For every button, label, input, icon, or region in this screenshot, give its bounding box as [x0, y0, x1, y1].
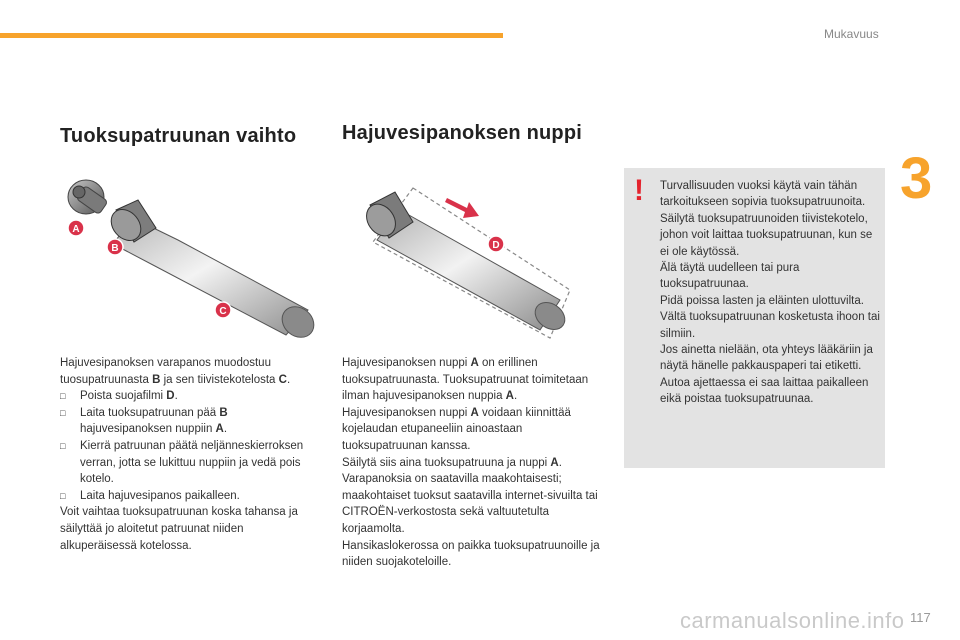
- knob-paragraph: Hansikaslokerossa on paikka tuoksupatruunoille ja niiden suojakoteloille.: [342, 539, 600, 569]
- knob-illustration: [355, 180, 585, 345]
- step-item: □ Poista suojafilmi D.: [60, 388, 315, 405]
- chapter-number: 3: [900, 146, 933, 211]
- knob-text: [342, 355, 604, 571]
- section-title: Mukavuus: [824, 27, 879, 41]
- pull-arrow-icon: [445, 198, 479, 218]
- warning-line: Autoa ajettaessa ei saa laittaa paikalleen eikä poistaa tuoksupatruunaa.: [660, 376, 869, 406]
- step-item: □ Laita hajuvesipanos paikalleen.: [60, 488, 315, 505]
- label-b-text: B: [111, 243, 119, 254]
- safety-warning-box: [624, 168, 885, 468]
- label-c-badge: [215, 302, 231, 318]
- step-item: □ Laita tuoksupatruunan pää B hajuvesipanoksen nuppiin A.: [60, 406, 228, 436]
- cartridge-tube: [105, 200, 320, 344]
- warning-line: Älä täytä uudelleen tai pura tuoksupatruunaa.: [660, 262, 800, 291]
- knob-heading: Hajuvesipanoksen nuppi: [342, 122, 583, 144]
- knob-paragraph: Varapanoksia on saatavilla maakohtaisesti; maakohtaiset tuoksut saatavilla internet-sivuilta tai CITROËN-verkostosta sekä valtuutetulta korjaamolta.: [342, 473, 598, 535]
- cartridge-replacement-heading: Tuoksupatruunan vaihto: [60, 125, 297, 147]
- knob-paragraph: Hajuvesipanoksen nuppi A on erillinen tuoksupatruunasta. Tuoksupatruunat toimitetaan ilman hajuvesipanoksen nuppia A.: [342, 357, 589, 403]
- step-item: □ Kierrä patruunan päätä neljänneskierroksen verran, jotta se lukittuu nuppiin ja vedä pois kotelo.: [60, 439, 304, 486]
- label-a-badge: [68, 220, 84, 236]
- label-c-text: C: [219, 306, 227, 317]
- watermark: carmanualsonline.info: [680, 608, 905, 633]
- bullet-icon: □: [60, 407, 66, 418]
- warning-line: Jos ainetta nielään, ota yhteys lääkäriin ja näytä hänelle pakkauspaperi tai etiketti.: [660, 344, 873, 373]
- cartridge-replacement-text: [60, 355, 315, 554]
- knob-part: [68, 180, 108, 215]
- warning-line: Turvallisuuden vuoksi käytä vain tähän tarkoitukseen sopivia tuoksupatruunoita.: [660, 180, 866, 209]
- label-d-badge: [488, 236, 504, 252]
- top-accent-bar: [0, 33, 503, 38]
- knob-paragraph: Hajuvesipanoksen nuppi A voidaan kiinnittää kojelaudan etupaneeliin ainoastaan tuoksupatruunan kanssa.: [342, 406, 571, 452]
- label-a-text: A: [72, 224, 80, 235]
- label-b-badge: [107, 239, 123, 255]
- page-number: 117: [910, 610, 931, 625]
- warning-line: Säilytä tuoksupatruunoiden tiivistekotelo, johon voit laittaa tuoksupatruunan, kun se ei ole käytössä.: [660, 212, 873, 258]
- bullet-icon: □: [60, 440, 66, 451]
- outro-paragraph: Voit vaihtaa tuoksupatruunan koska tahansa ja säilyttää jo aloitetut patruunat niiden alkuperäisessä kotelossa.: [60, 506, 298, 552]
- intro-paragraph: Hajuvesipanoksen varapanos muodostuu tuosupatruunasta B ja sen tiivistekotelosta C.: [60, 357, 291, 386]
- warning-line: Pidä poissa lasten ja eläinten ulottuvilta.: [660, 294, 864, 307]
- label-d-text: D: [492, 240, 500, 251]
- warning-text: [660, 178, 880, 408]
- warning-icon: !: [634, 174, 644, 207]
- warning-line: Vältä tuoksupatruunan kosketusta ihoon tai silmiin.: [660, 311, 880, 340]
- cartridge-replacement-illustration: [58, 170, 328, 345]
- bullet-icon: □: [60, 490, 66, 501]
- knob-paragraph: Säilytä siis aina tuoksupatruuna ja nuppi A.: [342, 456, 562, 469]
- bullet-icon: □: [60, 391, 66, 402]
